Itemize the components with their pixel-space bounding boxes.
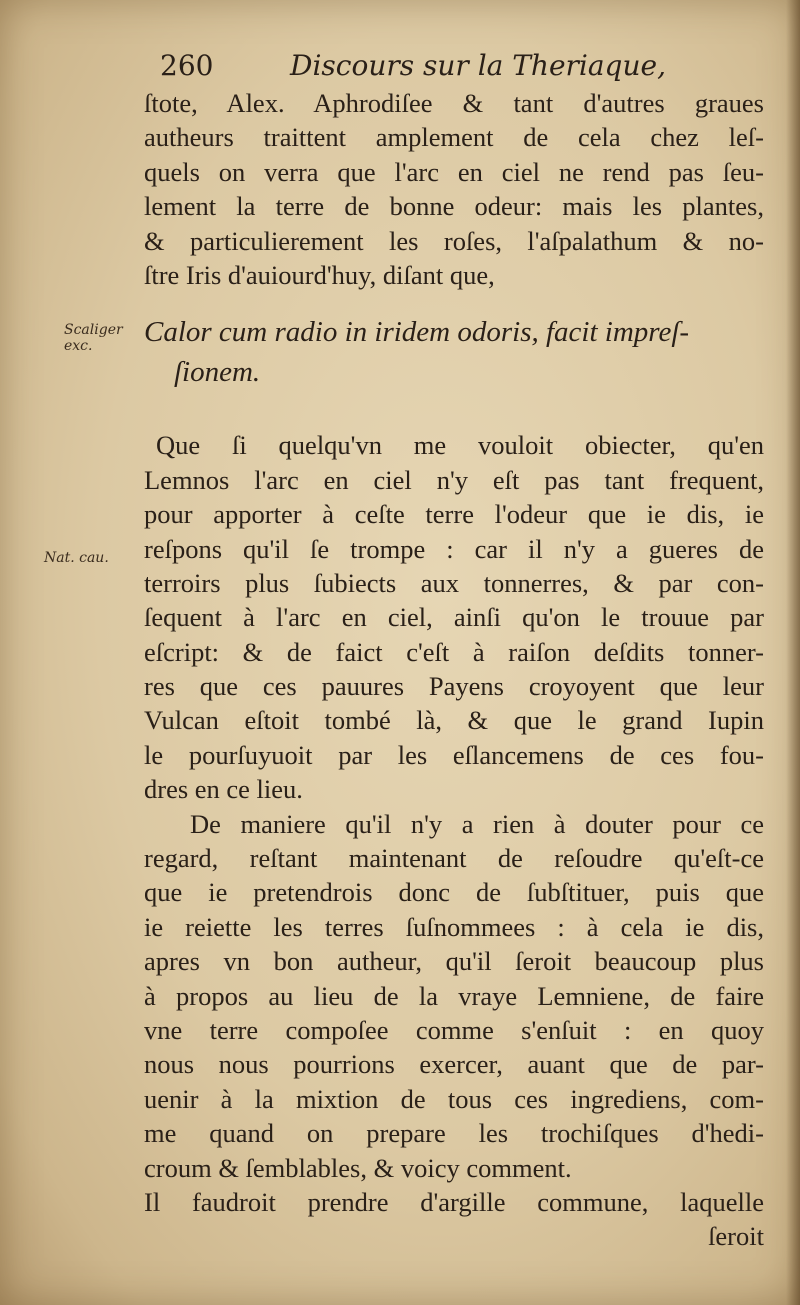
margin-note-line: Scaliger — [64, 322, 123, 338]
text-line: ſtre Iris d'auiourd'huy, diſant que, — [144, 259, 495, 290]
quote-line: ſionem. — [174, 356, 261, 389]
text-line: Lemnos l'arc en ciel n'y eſt pas tant frequent, — [144, 464, 764, 495]
text-line: lement la terre de bonne odeur: mais les plantes, — [144, 191, 764, 222]
margin-note-nat-cau: Nat. cau. — [44, 550, 109, 566]
paragraph-3 — [144, 807, 764, 1185]
text-line: autheurs traittent amplement de cela chez leſ- — [144, 122, 764, 153]
text-line: res que ces pauures Payens croyoyent que leur — [144, 671, 764, 702]
running-title: Discours sur la Theriaque, — [290, 49, 666, 82]
text-line: terroirs plus ſubiects aux tonnerres, & par con- — [144, 567, 764, 598]
text-line: eſcript: & de faict c'eſt à raiſon deſdits tonner- — [144, 636, 764, 667]
text-line: que ie pretendrois donc de ſubſtituer, puis que — [144, 877, 764, 908]
running-head — [160, 48, 760, 84]
text-line: apres vn bon autheur, qu'il ſeroit beaucoup plus — [144, 946, 764, 977]
paragraph-1 — [144, 86, 764, 292]
text-line: ſtote, Alex. Aphrodiſee & tant d'autres graues — [144, 88, 764, 118]
margin-note-line: exc. — [64, 338, 93, 354]
paragraph-4 — [144, 1185, 764, 1254]
quote-line: Calor cum radio in iridem odoris, facit impreſ- — [144, 316, 690, 349]
text-line: Vulcan eſtoit tombé là, & que le grand Iupin — [144, 705, 764, 736]
text-line: reſpons qu'il ſe trompe : car il n'y a gueres de — [144, 533, 764, 564]
page-number: 260 — [160, 49, 214, 82]
text-line: De maniere qu'il n'y a rien à douter pour ce — [190, 808, 764, 839]
text-line: regard, reſtant maintenant de reſoudre qu'eſt-ce — [144, 843, 764, 874]
text-line: ie reiette les terres ſuſnommees : à cela ie dis, — [144, 911, 764, 942]
text-line: pour apporter à ceſte terre l'odeur que ie dis, ie — [144, 499, 764, 530]
latin-quotation — [144, 312, 764, 392]
text-line: Que ſi quelqu'vn me vouloit obiecter, qu'en — [156, 430, 764, 461]
text-line: à propos au lieu de la vraye Lemniene, de faire — [144, 980, 764, 1011]
text-line: uenir à la mixtion de tous ces ingrediens, com- — [144, 1083, 764, 1114]
margin-note-scaliger — [64, 322, 123, 354]
text-line: croum & ſemblables, & voicy comment. — [144, 1152, 572, 1183]
text-line: quels on verra que l'arc en ciel ne rend pas ſeu- — [144, 156, 764, 187]
text-line: me quand on prepare les trochiſques d'hedi- — [144, 1118, 764, 1149]
text-line: & particulierement les roſes, l'aſpalathum & no- — [144, 225, 764, 256]
text-line: le pourſuyuoit par les eſlancemens de ces fou- — [144, 739, 764, 770]
paragraph-2 — [144, 428, 764, 806]
body-text — [144, 86, 764, 1254]
catchword: ſeroit — [708, 1221, 764, 1252]
text-line: dres en ce lieu. — [144, 774, 303, 805]
text-line: nous nous pourrions exercer, auant que de par- — [144, 1049, 764, 1080]
page-edge-shadow — [786, 0, 800, 1305]
text-line: Il faudroit prendre d'argille commune, laquelle — [144, 1186, 764, 1217]
text-line: ſequent à l'arc en ciel, ainſi qu'on le trouue par — [144, 602, 764, 633]
text-line: vne terre compoſee comme s'enſuit : en quoy — [144, 1014, 764, 1045]
